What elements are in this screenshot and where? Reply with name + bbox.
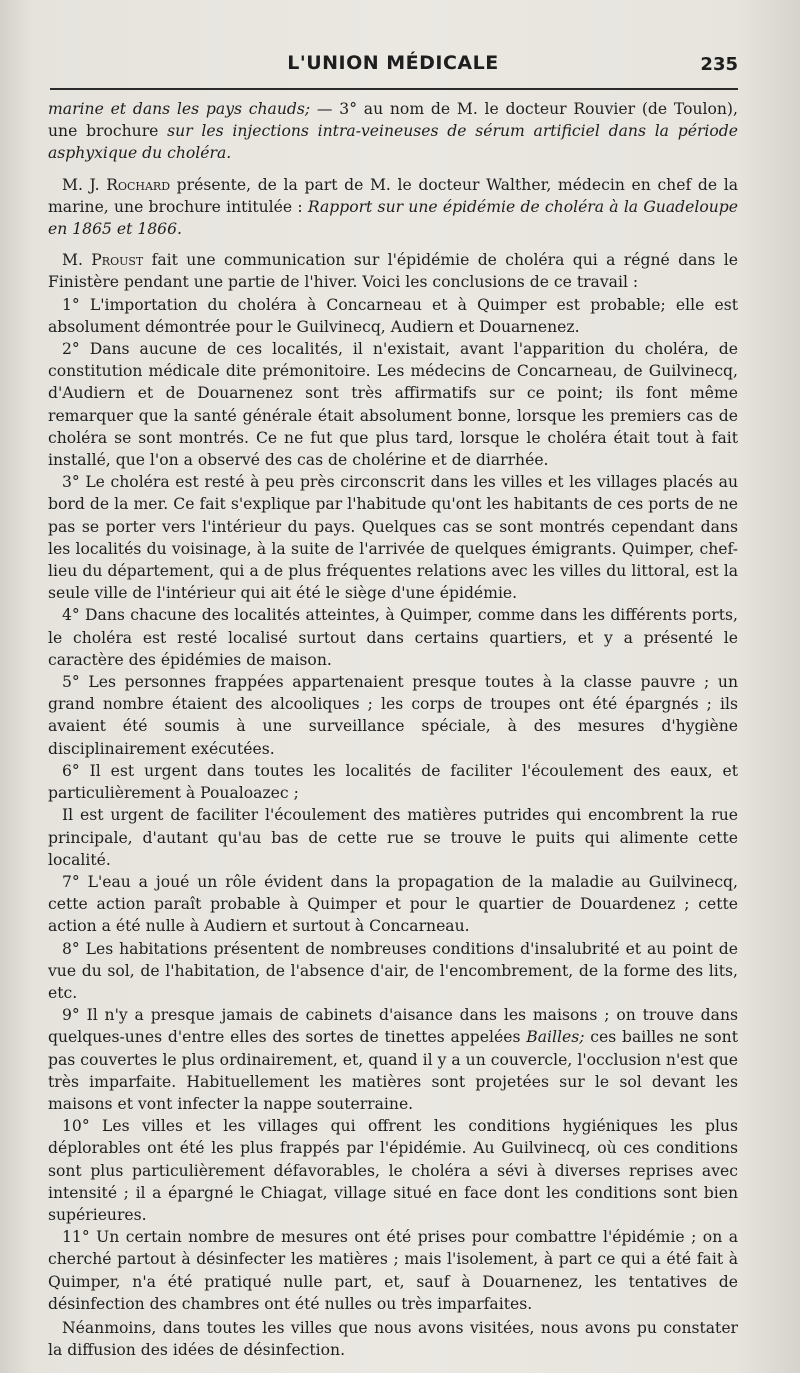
- page-number: 235: [700, 54, 738, 75]
- text-run: fait une communication sur l'épidémie de choléra qui a régné dans le Finistère pendant une partie de l'hiver. Voici les conclusions de ce travail :: [48, 251, 738, 292]
- conclusion-7: 7° L'eau a joué un rôle évident dans la propagation de la maladie au Guilvinecq, cette action paraît probable à Quimper et pour le quartier de Douardenez ; cette action a été nulle à Audiern et surtout à Concarneau.: [48, 872, 738, 936]
- conclusion-8: 8° Les habitations présentent de nombreuses conditions d'insalubrité et au point de vue du sol, de l'habitation, de l'absence d'air, de l'encombrement, de la forme des lits, etc.: [48, 939, 738, 1002]
- italic-text: sur les injections intra-veineuses de sérum artificiel dans la période asphyxique du choléra.: [48, 122, 738, 163]
- italic-text: marine et dans les pays chauds;: [48, 100, 311, 118]
- conclusion-10: 10° Les villes et les villages qui offrent les conditions hygiéniques les plus déplorables ont été les plus frappés par l'épidémie. Au Guilvinecq, où ces conditions sont plus particulièrement défavorables, le choléra a sévi à diverses reprises avec intensité ; il a épargné le Chiagat, village situé en face dont les conditions sont bien supérieures.: [48, 1117, 738, 1224]
- text-run: M. J.: [62, 175, 107, 194]
- conclusion-2: 2° Dans aucune de ces localités, il n'existait, avant l'apparition du choléra, de constitution médicale dite prémonitoire. Les médecins de Concarneau, de Guilvinecq, d'Audiern et de Douarnenez sont très affirmatifs sur ce point; ils font même remarquer que la santé générale était absolument bonne, lorsque les premiers cas de choléra se sont montrés. Ce ne fut que plus tard, lorsque le choléra était tout à fait installé, que l'on a observé des cas de cholérine et de diarrhée.: [48, 340, 738, 470]
- text-run: 9° Il n'y a presque jamais de cabinets d'aisance dans les maisons ; on trouve dans quelques-unes d'entre elles des sortes de tinettes appelées: [48, 1006, 738, 1047]
- text-run: ces bailles ne sont pas couvertes le plus ordinairement, et, quand il y a un couvercle, l'occlusion n'est que très imparfaite. Habituellement les matières sont projetées sur le sol devant les maisons et vont infecter la nappe souterraine.: [48, 1028, 738, 1113]
- text-run: présente, de la part de M. le docteur Walther, médecin en chef de la marine, une brochure intitulée :: [48, 175, 738, 216]
- conclusion-1: 1° L'importation du choléra à Concarneau et à Quimper est probable; elle est absolument démontrée pour le Guilvinecq, Audiern et Douarnenez.: [48, 295, 738, 336]
- author-name: Proust: [91, 251, 144, 270]
- conclusion-6: 6° Il est urgent dans toutes les localités de faciliter l'écoulement des eaux, et particulièrement à Poualoazec ;: [48, 761, 738, 803]
- conclusion-6-continued: Il est urgent de faciliter l'écoulement des matières putrides qui encombrent la rue principale, d'autant qu'au bas de cette rue se trouve le puits qui alimente cette localité.: [48, 806, 738, 869]
- header-rule: [50, 88, 738, 90]
- conclusion-9: [48, 1004, 738, 1115]
- text-run: M.: [62, 251, 92, 270]
- paragraph-rochard: [48, 174, 738, 241]
- conclusion-3: 3° Le choléra est resté à peu près circonscrit dans les villes et les villages placés au bord de la mer. Ce fait s'explique par l'habitude qu'ont les habitants de ces ports de ne pas se porter vers l'intérieur du pays. Quelques cas se sont montrés cependant dans les localités du voisinage, à la suite de l'arrivée de quelques émigrants. Quimper, chef-lieu du département, qui a de plus fréquentes relations avec les villes du littoral, est la seule ville de l'intérieur qui ait été le siège d'une épidémie.: [48, 473, 738, 603]
- italic-text: Bailles;: [526, 1028, 585, 1047]
- italic-text: Rapport sur une épidémie de choléra à la Guadeloupe en 1865 et 1866.: [48, 197, 738, 239]
- conclusion-11: 11° Un certain nombre de mesures ont été prises pour combattre l'épidémie ; on a cherché partout à désinfecter les matières ; mais l'isolement, à part ce qui a été fait à Quimper, n'a été pratiqué nulle part, et, sauf à Douarnenez, les tentatives de désinfection des chambres ont été nulles ou très imparfaites.: [48, 1228, 738, 1313]
- paragraph-brochure-rouvier: [48, 98, 738, 165]
- page-header: [48, 52, 738, 84]
- article-body: [48, 98, 738, 1361]
- conclusion-4: 4° Dans chacune des localités atteintes, à Quimper, comme dans les différents ports, le choléra est resté localisé surtout dans certains quartiers, et y a présenté le caractère des épidémies de maison.: [48, 606, 738, 669]
- paragraph-proust: [48, 249, 738, 293]
- conclusion-5: 5° Les personnes frappées appartenaient presque toutes à la classe pauvre ; un grand nombre étaient des alcooliques ; les corps de troupes ont été épargnés ; ils avaient été soumis à une surveillance spéciale, à des mesures d'hygiène disciplinairement exécutées.: [48, 673, 738, 758]
- author-name: Rochard: [106, 175, 171, 194]
- closing-paragraph: Néanmoins, dans toutes les villes que nous avons visitées, nous avons pu constater la diffusion des idées de désinfection.: [48, 1318, 738, 1360]
- running-title: L'UNION MÉDICALE: [287, 52, 499, 74]
- text-run: — 3° au nom de M. le docteur Rouvier (de Toulon), une brochure: [48, 100, 738, 141]
